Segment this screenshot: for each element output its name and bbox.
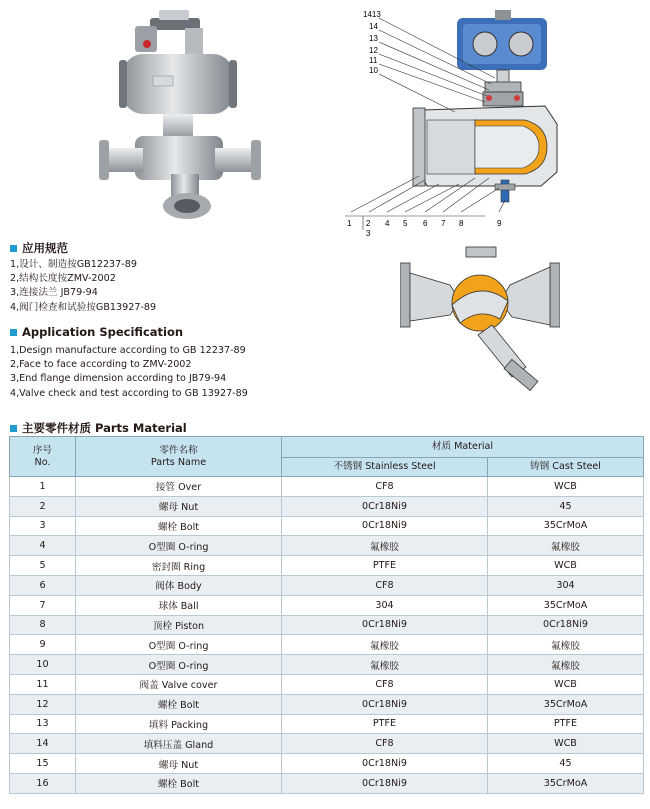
- cell-part-name: 螺母 Nut: [76, 496, 282, 516]
- valve-product-photo: [95, 8, 270, 223]
- cell-no: 12: [10, 694, 76, 714]
- table-row: [10, 575, 644, 595]
- spec-en-title: Application Specification: [22, 325, 184, 339]
- cell-stainless-steel: 304: [282, 595, 488, 615]
- header-no-en: No.: [34, 456, 51, 468]
- spec-cn-list: [10, 258, 156, 315]
- cell-no: 16: [10, 773, 76, 793]
- cell-cast-steel: 35CrMoA: [488, 595, 644, 615]
- cell-cast-steel: 35CrMoA: [488, 516, 644, 536]
- table-row: [10, 773, 644, 793]
- callout-label: 1413: [363, 10, 381, 19]
- spec-cn-title: 应用规范: [22, 241, 68, 255]
- cell-cast-steel: 氟橡胶: [488, 536, 644, 556]
- table-row: [10, 516, 644, 536]
- cell-cast-steel: WCB: [488, 674, 644, 694]
- parts-heading: [10, 420, 187, 436]
- header-material: 材质 Material: [282, 437, 644, 458]
- callout-label: 2: [366, 219, 371, 228]
- parts-title: 主要零件材质 Parts Material: [22, 421, 187, 435]
- spec-en-list: [10, 344, 248, 401]
- cell-stainless-steel: 0Cr18Ni9: [282, 496, 488, 516]
- table-row: [10, 477, 644, 497]
- cell-part-name: 填料 Packing: [76, 714, 282, 734]
- list-item: 3,连接法兰 JB79-94: [10, 287, 98, 299]
- table-row: [10, 635, 644, 655]
- header-no: [10, 437, 76, 477]
- cell-part-name: 接管 Over: [76, 477, 282, 497]
- square-bullet-icon: [10, 425, 17, 432]
- cell-cast-steel: 35CrMoA: [488, 694, 644, 714]
- cell-stainless-steel: 0Cr18Ni9: [282, 516, 488, 536]
- cell-part-name: 顶栓 Piston: [76, 615, 282, 635]
- cell-no: 4: [10, 536, 76, 556]
- cell-cast-steel: 45: [488, 496, 644, 516]
- cell-no: 8: [10, 615, 76, 635]
- callout-label: 9: [497, 219, 502, 228]
- cell-no: 5: [10, 556, 76, 576]
- table-row: [10, 615, 644, 635]
- cell-part-name: 密封圈 Ring: [76, 556, 282, 576]
- cell-stainless-steel: PTFE: [282, 714, 488, 734]
- cell-part-name: 填料压盖 Gland: [76, 734, 282, 754]
- cell-cast-steel: PTFE: [488, 714, 644, 734]
- callout-label: 1: [347, 219, 352, 228]
- callout-label: 11: [369, 56, 378, 65]
- list-item: 2,Face to face according to ZMV-2002: [10, 359, 192, 371]
- list-item: 4,Valve check and test according to GB 13927-89: [10, 387, 248, 399]
- callout-label: 4: [385, 219, 390, 228]
- cell-part-name: 阀体 Body: [76, 575, 282, 595]
- callout-label: 12: [369, 46, 378, 55]
- cell-cast-steel: 氟橡胶: [488, 655, 644, 675]
- cell-stainless-steel: 氟橡胶: [282, 635, 488, 655]
- list-item: 2,结构长度按ZMV-2002: [10, 273, 116, 285]
- table-row: [10, 536, 644, 556]
- cell-no: 6: [10, 575, 76, 595]
- cell-part-name: 螺母 Nut: [76, 754, 282, 774]
- cell-no: 15: [10, 754, 76, 774]
- table-row: [10, 595, 644, 615]
- cell-stainless-steel: CF8: [282, 575, 488, 595]
- header-no-cn: 序号: [32, 444, 53, 456]
- cell-cast-steel: WCB: [488, 477, 644, 497]
- list-item: 1,Design manufacture according to GB 12237-89: [10, 345, 246, 356]
- header-name-en: Parts Name: [150, 456, 207, 468]
- table-row: [10, 674, 644, 694]
- cell-no: 13: [10, 714, 76, 734]
- square-bullet-icon: [10, 329, 17, 336]
- callout-label: 7: [441, 219, 446, 228]
- cell-stainless-steel: 0Cr18Ni9: [282, 615, 488, 635]
- valve-section-drawing: [335, 8, 585, 238]
- table-row: [10, 556, 644, 576]
- list-item: 1,设计、制造按GB12237-89: [10, 259, 137, 270]
- callout-label: 10: [369, 66, 378, 75]
- callout-label: 8: [459, 219, 464, 228]
- cell-stainless-steel: PTFE: [282, 556, 488, 576]
- cell-cast-steel: 0Cr18Ni9: [488, 615, 644, 635]
- table-row: [10, 714, 644, 734]
- parts-table-body: [10, 477, 644, 794]
- spec-cn-heading: [10, 240, 68, 256]
- cell-cast-steel: WCB: [488, 556, 644, 576]
- cell-no: 11: [10, 674, 76, 694]
- cell-stainless-steel: CF8: [282, 477, 488, 497]
- cell-stainless-steel: 氟橡胶: [282, 536, 488, 556]
- cell-part-name: O型圈 O-ring: [76, 635, 282, 655]
- callout-label: 5: [403, 219, 408, 228]
- cell-part-name: 螺栓 Bolt: [76, 773, 282, 793]
- cell-part-name: 阀盖 Valve cover: [76, 674, 282, 694]
- cell-stainless-steel: 0Cr18Ni9: [282, 694, 488, 714]
- callout-label: 13: [369, 34, 378, 43]
- cell-stainless-steel: CF8: [282, 734, 488, 754]
- cell-cast-steel: WCB: [488, 734, 644, 754]
- cell-stainless-steel: 0Cr18Ni9: [282, 773, 488, 793]
- cell-part-name: O型圈 O-ring: [76, 536, 282, 556]
- list-item: 4,阀门检查和试验按GB13927-89: [10, 301, 157, 313]
- cell-no: 14: [10, 734, 76, 754]
- callout-label: 14: [369, 22, 378, 31]
- parts-material-table: [9, 436, 644, 794]
- cell-part-name: 球体 Ball: [76, 595, 282, 615]
- cell-no: 3: [10, 516, 76, 536]
- header-name-cn: 零件名称: [159, 444, 198, 456]
- table-row: [10, 694, 644, 714]
- cell-part-name: O型圈 O-ring: [76, 655, 282, 675]
- header-stainless-steel: 不锈钢 Stainless Steel: [282, 458, 488, 477]
- cell-cast-steel: 304: [488, 575, 644, 595]
- cell-cast-steel: 氟橡胶: [488, 635, 644, 655]
- cell-part-name: 螺栓 Bolt: [76, 694, 282, 714]
- table-row: [10, 754, 644, 774]
- table-row: [10, 496, 644, 516]
- cell-cast-steel: 35CrMoA: [488, 773, 644, 793]
- cell-cast-steel: 45: [488, 754, 644, 774]
- table-row: [10, 655, 644, 675]
- cell-stainless-steel: CF8: [282, 674, 488, 694]
- cell-no: 1: [10, 477, 76, 497]
- valve-flow-path-drawing: [400, 245, 560, 407]
- spec-en-heading: [10, 325, 183, 339]
- cell-stainless-steel: 氟橡胶: [282, 655, 488, 675]
- cell-no: 7: [10, 595, 76, 615]
- header-name: [76, 437, 282, 477]
- square-bullet-icon: [10, 245, 17, 252]
- cell-no: 9: [10, 635, 76, 655]
- table-row: [10, 734, 644, 754]
- list-item: 3,End flange dimension according to JB79-94: [10, 373, 227, 385]
- cell-stainless-steel: 0Cr18Ni9: [282, 754, 488, 774]
- cell-part-name: 螺栓 Bolt: [76, 516, 282, 536]
- callout-label: 3: [366, 229, 371, 238]
- header-cast-steel: 铸钢 Cast Steel: [488, 458, 644, 477]
- cell-no: 2: [10, 496, 76, 516]
- callout-label: 6: [423, 219, 428, 228]
- cell-no: 10: [10, 655, 76, 675]
